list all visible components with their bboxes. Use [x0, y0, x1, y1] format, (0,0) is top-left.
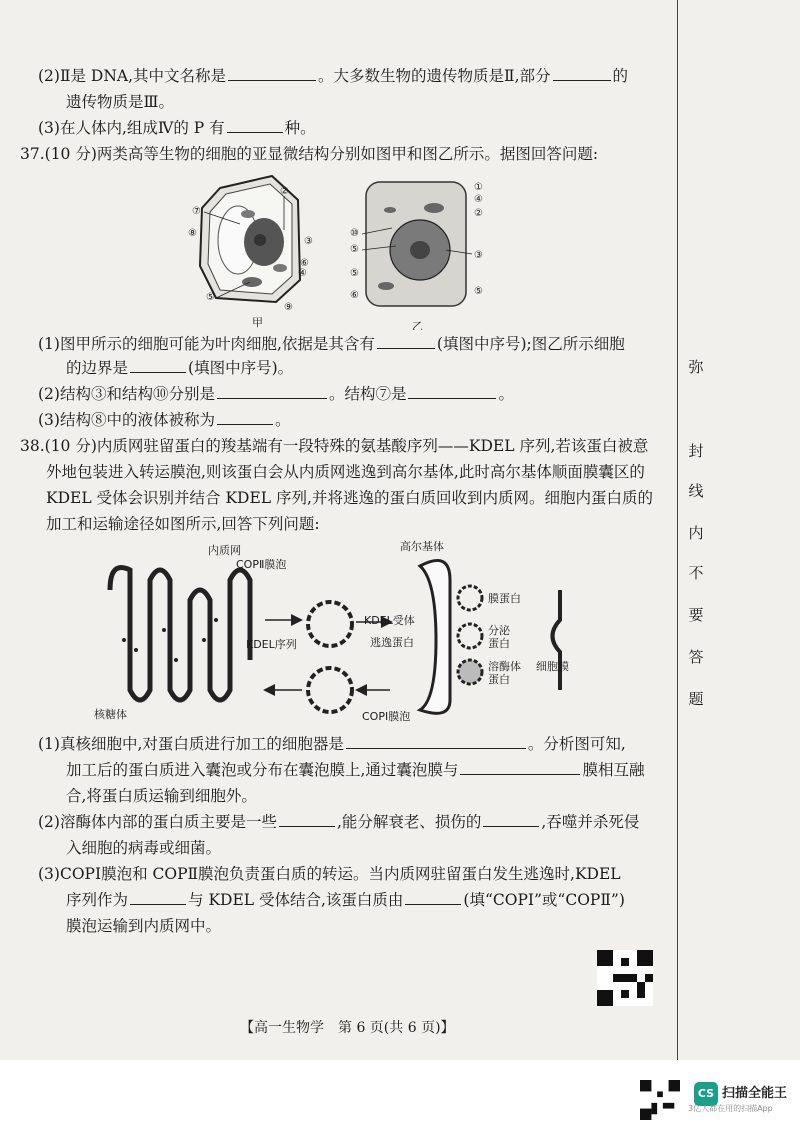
- q37-part1-line2: [66, 358, 293, 378]
- answer-blank: [483, 812, 539, 827]
- text: 序列作为: [66, 891, 129, 909]
- text: 。结构⑦是: [328, 385, 407, 403]
- q37-part3: [38, 410, 290, 430]
- text: 膜相互融: [582, 761, 645, 779]
- label-8: ⑧: [188, 228, 197, 239]
- golgi-body: [420, 560, 450, 713]
- text: 。分析图可知,: [527, 735, 626, 753]
- text: (填图中序号);图乙所示细胞: [436, 335, 625, 353]
- side-char: 不: [688, 564, 704, 582]
- label-golgi: 高尔基体: [400, 540, 444, 553]
- q37-part1-line1: [38, 334, 625, 354]
- brand-qr-code: [640, 1080, 680, 1120]
- answer-blank: [408, 384, 496, 399]
- label-lysosome-1: 溶酶体: [488, 660, 521, 673]
- label-secreted-2: 蛋白: [488, 637, 510, 650]
- q38-part2-line1: [38, 812, 639, 832]
- q36-part3: [38, 118, 316, 138]
- page-footer: 【高一生物学 第 6 页(共 6 页)】: [240, 1020, 455, 1036]
- label-10: ⑩: [350, 228, 359, 239]
- plant-cell-jia: [188, 176, 313, 313]
- q38-part1-line1: [38, 734, 626, 754]
- answer-blank: [377, 334, 435, 349]
- answer-blank: [279, 812, 335, 827]
- label-3b: ③: [474, 250, 483, 261]
- text: 加工后的蛋白质进入囊泡或分布在囊泡膜上,通过囊泡膜与: [66, 761, 459, 779]
- text: (3)结构⑧中的液体被称为: [38, 411, 215, 429]
- answer-blank: [227, 118, 283, 133]
- camscanner-logo-icon: CS: [694, 1082, 718, 1106]
- q38-stem-line4: 加工和运输途径如图所示,回答下列问题:: [46, 515, 320, 533]
- text: (1)真核细胞中,对蛋白质进行加工的细胞器是: [38, 735, 344, 753]
- label-4b: ④: [474, 194, 483, 205]
- q38-part1-line2: [66, 760, 644, 780]
- answer-blank: [346, 734, 526, 749]
- label-7: ⑦: [192, 206, 201, 217]
- text: ,能分解衰老、损伤的: [336, 813, 482, 831]
- label-kdel-sequence: KDEL序列: [246, 638, 297, 651]
- answer-blank: [130, 358, 186, 373]
- brand-subtitle: 3亿人都在用的扫描App: [688, 1104, 773, 1113]
- text: (2)Ⅱ是 DNA,其中文名称是: [38, 67, 227, 85]
- label-4: ④: [298, 268, 307, 279]
- label-ribosome: 核糖体: [94, 708, 127, 721]
- label-er: 内质网: [208, 544, 241, 557]
- label-5c: ⑤: [350, 268, 359, 279]
- text: (2)结构③和结构⑩分别是: [38, 385, 215, 403]
- label-kdel-receptor: KDEL受体: [364, 614, 415, 627]
- q38-part3-line3: 膜泡运输到内质网中。: [66, 917, 222, 935]
- q38-stem-line2: 外地包装进入转运膜泡,则该蛋白会从内质网逃逸到高尔基体,此时高尔基体顺面膜囊区的: [46, 463, 645, 481]
- copii-vesicle: [308, 602, 352, 646]
- text: 的边界是: [66, 359, 129, 377]
- side-char: 封: [688, 442, 704, 460]
- text: (2)溶酶体内部的蛋白质主要是一些: [38, 813, 277, 831]
- label-escaped-protein: 逃逸蛋白: [370, 636, 414, 649]
- text: 与 KDEL 受体结合,该蛋白质由: [188, 891, 404, 909]
- text: 。: [274, 411, 291, 429]
- copi-vesicle: [308, 668, 352, 712]
- label-5: ⑤: [206, 292, 215, 303]
- qr-code: [597, 950, 653, 1006]
- answer-blank: [130, 890, 186, 905]
- answer-blank: [405, 890, 461, 905]
- text: (1)图甲所示的细胞可能为叶肉细胞,依据是其含有: [38, 335, 375, 353]
- side-char: 题: [688, 690, 704, 708]
- q37-title: 37.(10 分)两类高等生物的细胞的亚显微结构分别如图甲和图乙所示。据图回答问题:: [20, 145, 599, 163]
- animal-cell-yi: [350, 182, 483, 306]
- cell-membrane: [553, 590, 561, 690]
- q38-part3-line2: [66, 890, 625, 910]
- binding-line: [677, 0, 678, 1060]
- label-2b: ②: [474, 208, 483, 219]
- scanner-branding-bar: [0, 1060, 800, 1132]
- label-copii: COPⅡ膜泡: [236, 558, 287, 571]
- er-membrane: [110, 568, 250, 701]
- text: (3)在人体内,组成Ⅳ的 P 有: [38, 119, 225, 137]
- side-char: 要: [688, 606, 704, 624]
- side-char: 弥: [688, 358, 704, 376]
- text: 的: [612, 67, 629, 85]
- q37-part2: [38, 384, 514, 404]
- answer-blank: [217, 384, 327, 399]
- label-6: ⑥: [300, 258, 309, 269]
- q36-part2-line1: [38, 66, 628, 86]
- text: (填“COPⅠ”或“COPⅡ”): [463, 891, 625, 909]
- answer-blank: [228, 66, 316, 81]
- side-char: 内: [688, 524, 704, 542]
- side-char: 线: [688, 482, 704, 500]
- text: (填图中序号)。: [188, 359, 294, 377]
- q36-part2-line2: 遗传物质是Ⅲ。: [66, 93, 174, 111]
- q38-part1-line3: 合,将蛋白质运输到细胞外。: [66, 787, 257, 805]
- protein-transport-figure: [90, 540, 630, 726]
- label-lysosome-2: 蛋白: [488, 673, 510, 686]
- q38-stem-line3: KDEL 受体会识别并结合 KDEL 序列,并将逃逸的蛋白质回收到内质网。细胞内蛋白质的: [46, 489, 653, 507]
- text: 。: [498, 385, 514, 403]
- brand-name: 扫描全能王: [722, 1086, 788, 1101]
- text: 。大多数生物的遗传物质是Ⅱ,部分: [318, 67, 551, 85]
- label-6b: ⑥: [350, 290, 359, 301]
- label-cell-membrane: 细胞膜: [536, 660, 569, 673]
- answer-blank: [460, 760, 580, 775]
- answer-blank: [217, 410, 273, 425]
- label-2: ②: [280, 186, 289, 197]
- label-9: ⑨: [284, 302, 293, 313]
- q38-stem-line1: 38.(10 分)内质网驻留蛋白的羧基端有一段特殊的氨基酸序列——KDEL 序列,若该蛋白被意: [20, 437, 649, 455]
- label-membrane-protein: 膜蛋白: [488, 592, 521, 605]
- label-copi: COPⅠ膜泡: [362, 710, 411, 723]
- text: ,吞噬并杀死侵: [541, 813, 640, 831]
- side-char: 答: [688, 648, 704, 666]
- caption-jia: 甲: [252, 316, 263, 329]
- q38-part2-line2: 入细胞的病毒或细菌。: [66, 839, 222, 857]
- cell-diagram-figure: [180, 170, 500, 330]
- answer-blank: [553, 66, 611, 81]
- label-secreted-1: 分泌: [488, 624, 510, 637]
- q38-part3-line1: (3)COPⅠ膜泡和 COPⅡ膜泡负责蛋白质的转运。当内质网驻留蛋白发生逃逸时,KDEL: [38, 865, 621, 883]
- label-5d: ⑤: [474, 286, 483, 297]
- label-5b: ⑤: [350, 244, 359, 255]
- text: 种。: [284, 119, 316, 137]
- label-3: ③: [304, 236, 313, 247]
- label-1: ①: [474, 182, 483, 193]
- caption-yi: 乙: [412, 320, 423, 330]
